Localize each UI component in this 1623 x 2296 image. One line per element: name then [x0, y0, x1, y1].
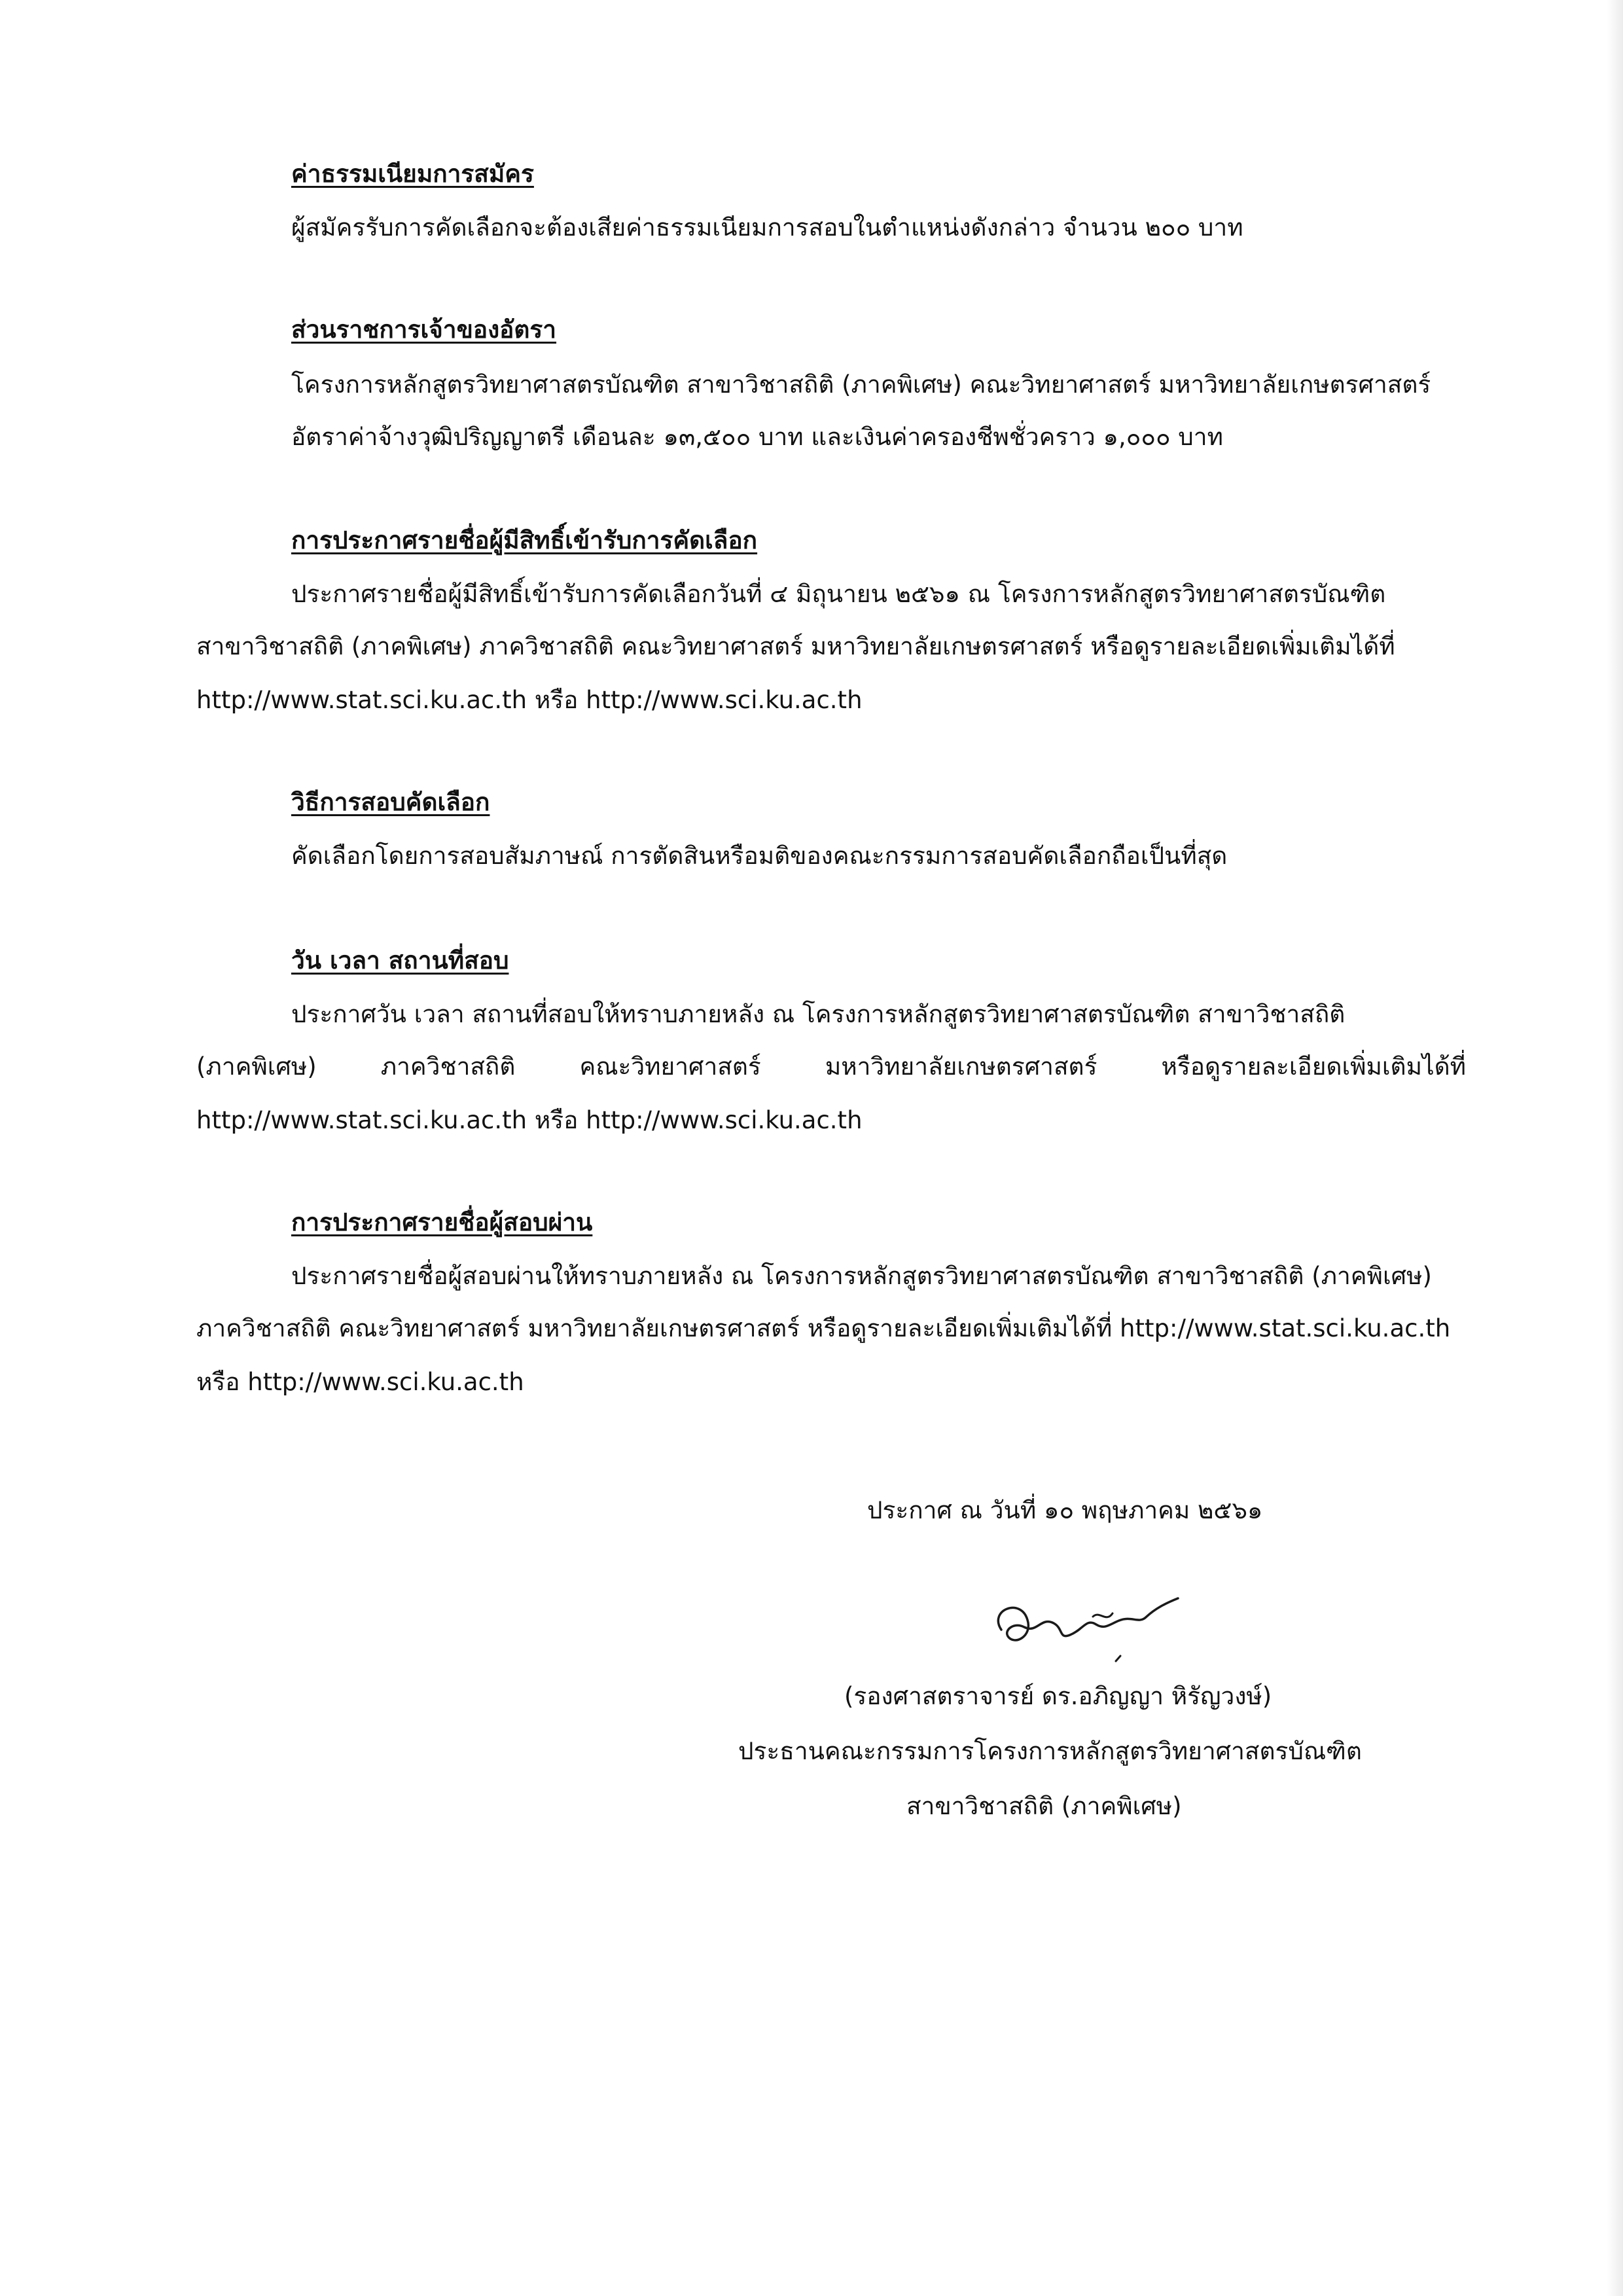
method-heading: วิธีการสอบคัดเลือก	[291, 788, 490, 816]
schedule-line-2	[196, 1050, 1466, 1084]
scan-edge-shadow	[1607, 0, 1623, 2296]
fee-line-1: ผู้สมัครรับการคัดเลือกจะต้องเสียค่าธรรมเนียมการสอบในตำแหน่งดังกล่าว จำนวน ๒๐๐ บาท	[291, 213, 1243, 242]
agency-heading: ส่วนราชการเจ้าของอัตรา	[291, 315, 557, 344]
schedule-line-2-word: (ภาคพิเศษ)	[196, 1052, 317, 1081]
passed-line-3: หรือ http://www.sci.ku.ac.th	[196, 1368, 524, 1396]
passed-heading: การประกาศรายชื่อผู้สอบผ่าน	[291, 1208, 593, 1236]
fee-heading: ค่าธรรมเนียมการสมัคร	[291, 160, 534, 188]
announcement-date: ประกาศ ณ วันที่ ๑๐ พฤษภาคม ๒๕๖๑	[867, 1496, 1263, 1524]
signature-image	[975, 1584, 1191, 1676]
agency-line-2: อัตราค่าจ้างวุฒิปริญญาตรี เดือนละ ๑๓,๕๐๐ บาท และเงินค่าครองชีพชั่วคราว ๑,๐๐๐ บาท	[291, 423, 1223, 451]
eligible-heading: การประกาศรายชื่อผู้มีสิทธิ์เข้ารับการคัดเลือก	[291, 526, 758, 554]
schedule-line-3: http://www.stat.sci.ku.ac.th หรือ http://www.sci.ku.ac.th	[196, 1106, 863, 1134]
schedule-line-2-word: หรือดูรายละเอียดเพิ่มเติมได้ที่	[1161, 1052, 1466, 1081]
eligible-line-3: http://www.stat.sci.ku.ac.th หรือ http://www.sci.ku.ac.th	[196, 686, 863, 714]
schedule-line-2-word: ภาควิชาสถิติ	[380, 1052, 516, 1081]
passed-line-1: ประกาศรายชื่อผู้สอบผ่านให้ทราบภายหลัง ณ โครงการหลักสูตรวิทยาศาสตรบัณฑิต สาขาวิชาสถิติ (ภาคพิเศษ)	[291, 1262, 1432, 1290]
passed-line-2: ภาควิชาสถิติ คณะวิทยาศาสตร์ มหาวิทยาลัยเกษตรศาสตร์ หรือดูรายละเอียดเพิ่มเติมได้ที่ http://www.stat.sci.ku.ac.th	[196, 1314, 1451, 1342]
eligible-line-2: สาขาวิชาสถิติ (ภาคพิเศษ) ภาควิชาสถิติ คณะวิทยาศาสตร์ มหาวิทยาลัยเกษตรศาสตร์ หรือดูรายละเอียดเพิ่มเติมได้ที่	[196, 632, 1395, 660]
schedule-heading: วัน เวลา สถานที่สอบ	[291, 946, 509, 975]
schedule-line-1: ประกาศวัน เวลา สถานที่สอบให้ทราบภายหลัง ณ โครงการหลักสูตรวิทยาศาสตรบัณฑิต สาขาวิชาสถิติ	[291, 1000, 1346, 1028]
signer-name: (รองศาสตราจารย์ ดร.อภิญญา หิรัญวงษ์)	[844, 1682, 1272, 1710]
schedule-line-2-word: คณะวิทยาศาสตร์	[579, 1052, 761, 1081]
schedule-line-2-word: มหาวิทยาลัยเกษตรศาสตร์	[825, 1052, 1097, 1081]
signer-title-1: ประธานคณะกรรมการโครงการหลักสูตรวิทยาศาสตรบัณฑิต	[738, 1737, 1362, 1765]
signer-title-2: สาขาวิชาสถิติ (ภาคพิเศษ)	[906, 1792, 1182, 1820]
agency-line-1: โครงการหลักสูตรวิทยาศาสตรบัณฑิต สาขาวิชาสถิติ (ภาคพิเศษ) คณะวิทยาศาสตร์ มหาวิทยาลัยเกษตรศาสตร์	[291, 370, 1431, 399]
eligible-line-1: ประกาศรายชื่อผู้มีสิทธิ์เข้ารับการคัดเลือกวันที่ ๔ มิถุนายน ๒๕๖๑ ณ โครงการหลักสูตรวิทยาศาสตรบัณฑิต	[291, 580, 1386, 608]
method-line-1: คัดเลือกโดยการสอบสัมภาษณ์ การตัดสินหรือมติของคณะกรรมการสอบคัดเลือกถือเป็นที่สุด	[291, 842, 1228, 870]
